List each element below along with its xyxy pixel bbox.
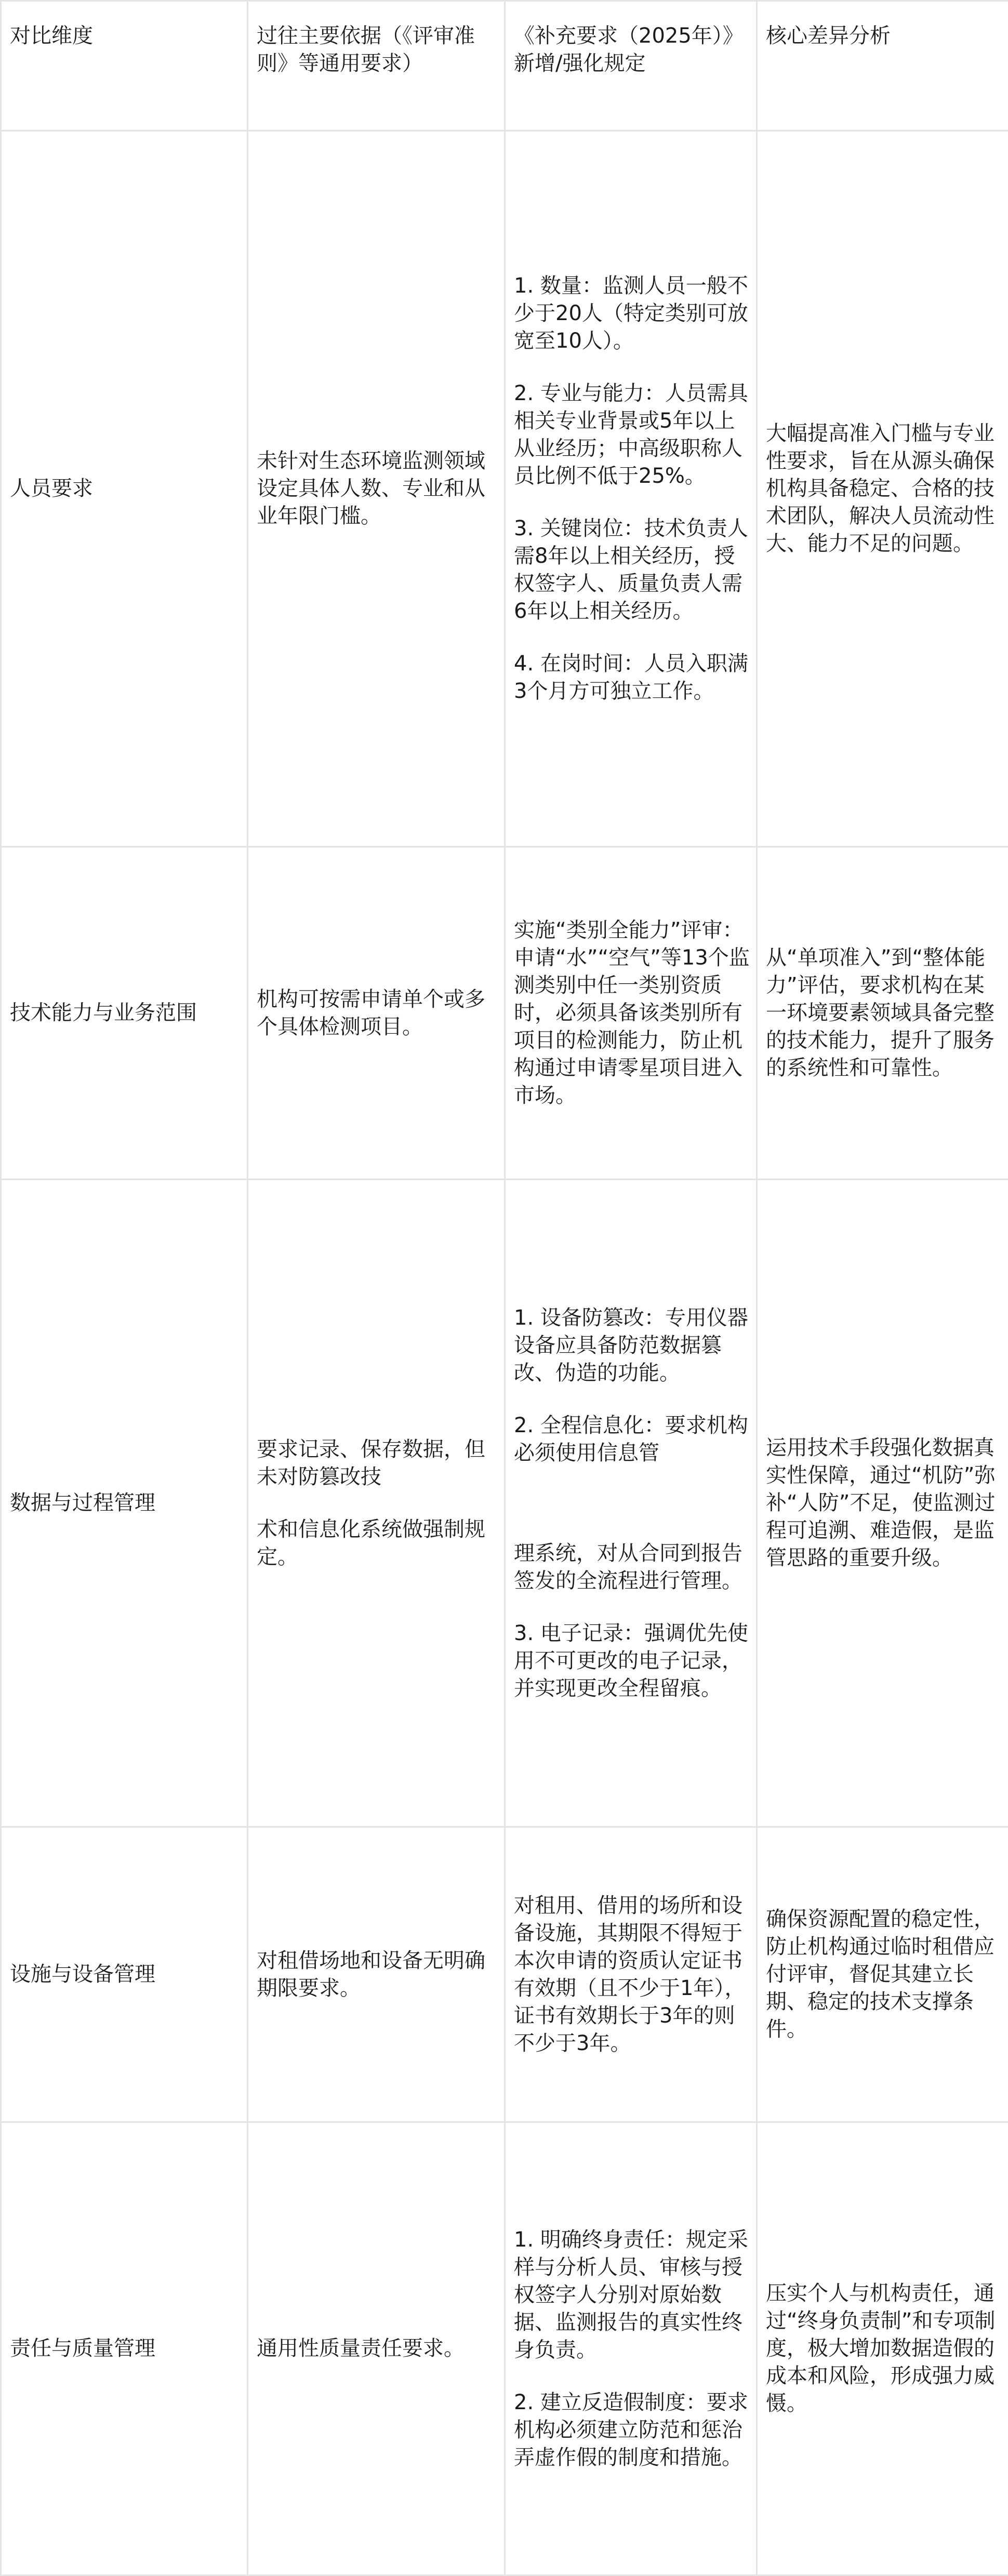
new-requirement-cell bbox=[505, 2122, 757, 2575]
new-requirement-cell bbox=[505, 847, 757, 1180]
cell-paragraph: 通用性质量责任要求。 bbox=[257, 2335, 498, 2362]
cell-paragraph: 确保资源配置的稳定性，防止机构通过临时租借应付评审，督促其建立长期、稳定的技术支撑条件。 bbox=[766, 1906, 1002, 2043]
header-difference-analysis: 核心差异分析 bbox=[757, 1, 1008, 131]
cell-paragraph: 术和信息化系统做强制规定。 bbox=[257, 1516, 498, 1571]
cell-paragraph: 1. 明确终身责任：规定采样与分析人员、审核与授权签字人分别对原始数据、监测报告的真实性终身负责。 bbox=[514, 2226, 750, 2364]
cell-paragraph: 理系统，对从合同到报告签发的全流程进行管理。 bbox=[514, 1540, 750, 1595]
table-row bbox=[1, 1827, 1008, 2122]
dimension-cell: 技术能力与业务范围 bbox=[1, 847, 248, 1180]
cell-paragraph: 3. 电子记录：强调优先使用不可更改的电子记录，并实现更改全程留痕。 bbox=[514, 1620, 750, 1702]
new-requirement-cell bbox=[505, 1180, 757, 1827]
cell-paragraph: 1. 设备防篡改：专用仪器设备应具备防范数据篡改、伪造的功能。 bbox=[514, 1304, 750, 1387]
difference-analysis-cell bbox=[757, 847, 1008, 1180]
cell-paragraph: 对租借场地和设备无明确期限要求。 bbox=[257, 1947, 498, 2002]
cell-paragraph: 对租用、借用的场所和设备设施，其期限不得短于本次申请的资质认定证书有效期（且不少于1年），证书有效期长于3年的则不少于3年。 bbox=[514, 1892, 750, 2057]
table-row bbox=[1, 847, 1008, 1180]
difference-analysis-cell bbox=[757, 1180, 1008, 1827]
past-basis-cell bbox=[248, 2122, 505, 2575]
table-row bbox=[1, 1180, 1008, 1827]
new-requirement-cell bbox=[505, 131, 757, 847]
dimension-cell: 责任与质量管理 bbox=[1, 2122, 248, 2575]
cell-paragraph: 2. 建立反造假制度：要求机构必须建立防范和惩治弄虚作假的制度和措施。 bbox=[514, 2389, 750, 2472]
dimension-cell: 人员要求 bbox=[1, 131, 248, 847]
cell-paragraph: 从“单项准入”到“整体能力”评估，要求机构在某一环境要素领域具备完整的技术能力，提升了服务的系统性和可靠性。 bbox=[766, 944, 1002, 1082]
cell-paragraph: 要求记录、保存数据，但未对防篡改技 bbox=[257, 1436, 498, 1491]
table-row bbox=[1, 2122, 1008, 2575]
dimension-cell: 数据与过程管理 bbox=[1, 1180, 248, 1827]
past-basis-cell bbox=[248, 847, 505, 1180]
cell-paragraph: 压实个人与机构责任，通过“终身负责制”和专项制度，极大增加数据造假的成本和风险，形成强力威慑。 bbox=[766, 2280, 1002, 2418]
cell-paragraph: 机构可按需申请单个或多个具体检测项目。 bbox=[257, 986, 498, 1041]
difference-analysis-cell bbox=[757, 2122, 1008, 2575]
cell-paragraph: 未针对生态环境监测领域设定具体人数、专业和从业年限门槛。 bbox=[257, 447, 498, 530]
header-dimension: 对比维度 bbox=[1, 1, 248, 131]
cell-paragraph: 实施“类别全能力”评审：申请“水”“空气”等13个监测类别中任一类别资质时，必须具备该类别所有项目的检测能力，防止机构通过申请零星项目进入市场。 bbox=[514, 917, 750, 1109]
cell-paragraph: 2. 全程信息化：要求机构必须使用信息管 bbox=[514, 1412, 750, 1467]
difference-analysis-cell bbox=[757, 1827, 1008, 2122]
table-row bbox=[1, 131, 1008, 847]
dimension-cell: 设施与设备管理 bbox=[1, 1827, 248, 2122]
past-basis-cell bbox=[248, 1180, 505, 1827]
cell-paragraph: 运用技术手段强化数据真实性保障，通过“机防”弥补“人防”不足，使监测过程可追溯、难造假，是监管思路的重要升级。 bbox=[766, 1434, 1002, 1572]
past-basis-cell bbox=[248, 131, 505, 847]
table-header-row bbox=[1, 1, 1008, 131]
difference-analysis-cell bbox=[757, 131, 1008, 847]
header-new-requirements: 《补充要求（2025年）》新增/强化规定 bbox=[505, 1, 757, 131]
cell-paragraph: 3. 关键岗位：技术负责人需8年以上相关经历，授权签字人、质量负责人需6年以上相关经历。 bbox=[514, 515, 750, 625]
cell-paragraph: 大幅提高准入门槛与专业性要求，旨在从源头确保机构具备稳定、合格的技术团队，解决人员流动性大、能力不足的问题。 bbox=[766, 420, 1002, 558]
new-requirement-cell bbox=[505, 1827, 757, 2122]
cell-paragraph: 4. 在岗时间：人员入职满3个月方可独立工作。 bbox=[514, 650, 750, 705]
header-past-basis: 过往主要依据（《评审准则》等通用要求） bbox=[248, 1, 505, 131]
past-basis-cell bbox=[248, 1827, 505, 2122]
cell-paragraph: 2. 专业与能力：人员需具相关专业背景或5年以上从业经历；中高级职称人员比例不低于25%。 bbox=[514, 380, 750, 490]
cell-paragraph: 1. 数量：监测人员一般不少于20人（特定类别可放宽至10人）。 bbox=[514, 272, 750, 355]
